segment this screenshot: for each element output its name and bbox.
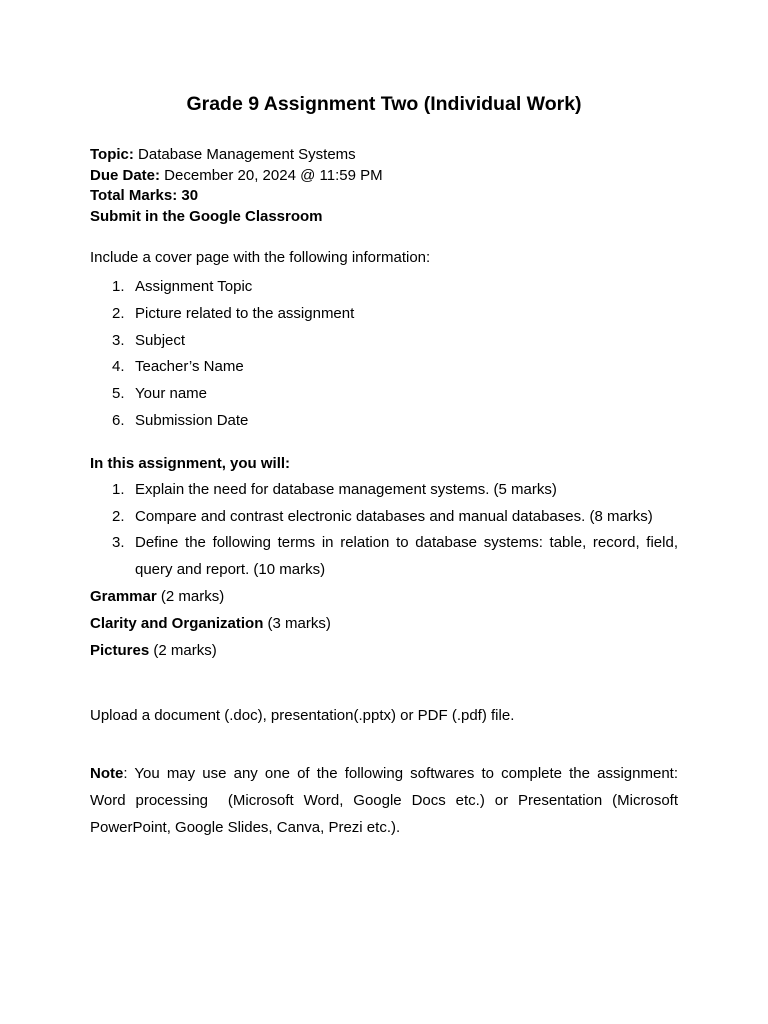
list-text: Explain the need for database management systems. (5 marks): [135, 480, 557, 498]
total-marks: Total Marks: 30: [90, 187, 199, 204]
criterion-label: Grammar: [90, 587, 157, 605]
note-paragraph: [90, 760, 683, 841]
list-number: 2.: [112, 304, 125, 322]
due-date-line: [90, 166, 678, 187]
criterion-marks: (2 marks): [149, 641, 217, 659]
list-item: [90, 530, 678, 584]
list-item: [90, 328, 678, 355]
list-number: 2.: [112, 507, 125, 525]
list-item: [90, 301, 678, 328]
list-text: Define the following terms in relation to database systems: table, record, field, query and report. (10 marks): [135, 534, 678, 579]
submit-note: Submit in the Google Classroom: [90, 207, 323, 225]
submit-line: [90, 207, 678, 228]
criterion-grammar: [90, 584, 678, 611]
tasks-heading: In this assignment, you will:: [90, 454, 291, 472]
cover-page-list: [90, 274, 678, 435]
due-date-label: Due Date:: [90, 166, 161, 184]
criterion-marks: (3 marks): [263, 614, 331, 632]
list-item: [90, 408, 678, 435]
list-number: 5.: [112, 385, 125, 403]
list-number: 1.: [112, 278, 125, 295]
list-number: 4.: [112, 358, 125, 376]
total-marks-line: [90, 186, 678, 207]
list-item: [90, 381, 678, 408]
list-text: Subject: [135, 331, 186, 349]
topic-line: [90, 145, 678, 166]
list-text: Compare and contrast electronic databases and manual databases. (8 marks): [135, 507, 653, 525]
criterion-marks: (2 marks): [156, 587, 225, 605]
topic-value: Database Management Systems: [133, 146, 356, 163]
list-number: 3.: [112, 331, 125, 349]
list-item: [90, 354, 678, 381]
due-date-value: December 20, 2024 @ 11:59 PM: [160, 166, 383, 184]
upload-instructions: Upload a document (.doc), presentation(.pptx) or PDF (.pdf) file.: [90, 707, 515, 725]
list-item: [90, 274, 678, 301]
list-text: Picture related to the assignment: [135, 304, 355, 322]
tasks-list: [90, 477, 678, 584]
cover-page-intro: Include a cover page with the following information:: [90, 249, 431, 266]
page-title: Grade 9 Assignment Two (Individual Work): [186, 93, 582, 115]
list-text: Teacher’s Name: [135, 358, 244, 376]
note-label: Note: [90, 765, 124, 783]
list-number: 1.: [112, 480, 125, 498]
criterion-clarity: [90, 611, 678, 638]
list-item: [90, 477, 678, 504]
list-text: Submission Date: [135, 411, 249, 429]
note-text: : You may use any one of the following softwares to complete the assignment: Word processing (Microsoft Word, Google Docs etc.) or Presentation (Microsoft PowerPoint, Google Slides, Canva, Prezi etc.).: [90, 765, 683, 837]
tasks-heading-line: [90, 454, 678, 474]
list-text: Assignment Topic: [135, 278, 253, 295]
topic-label: Topic:: [90, 146, 134, 163]
list-number: 6.: [112, 411, 125, 429]
list-item: [90, 504, 678, 531]
criterion-pictures: [90, 638, 678, 665]
criterion-label: Clarity and Organization: [90, 614, 264, 632]
list-number: 3.: [112, 534, 125, 552]
list-text: Your name: [135, 385, 207, 403]
criterion-label: Pictures: [90, 641, 150, 659]
